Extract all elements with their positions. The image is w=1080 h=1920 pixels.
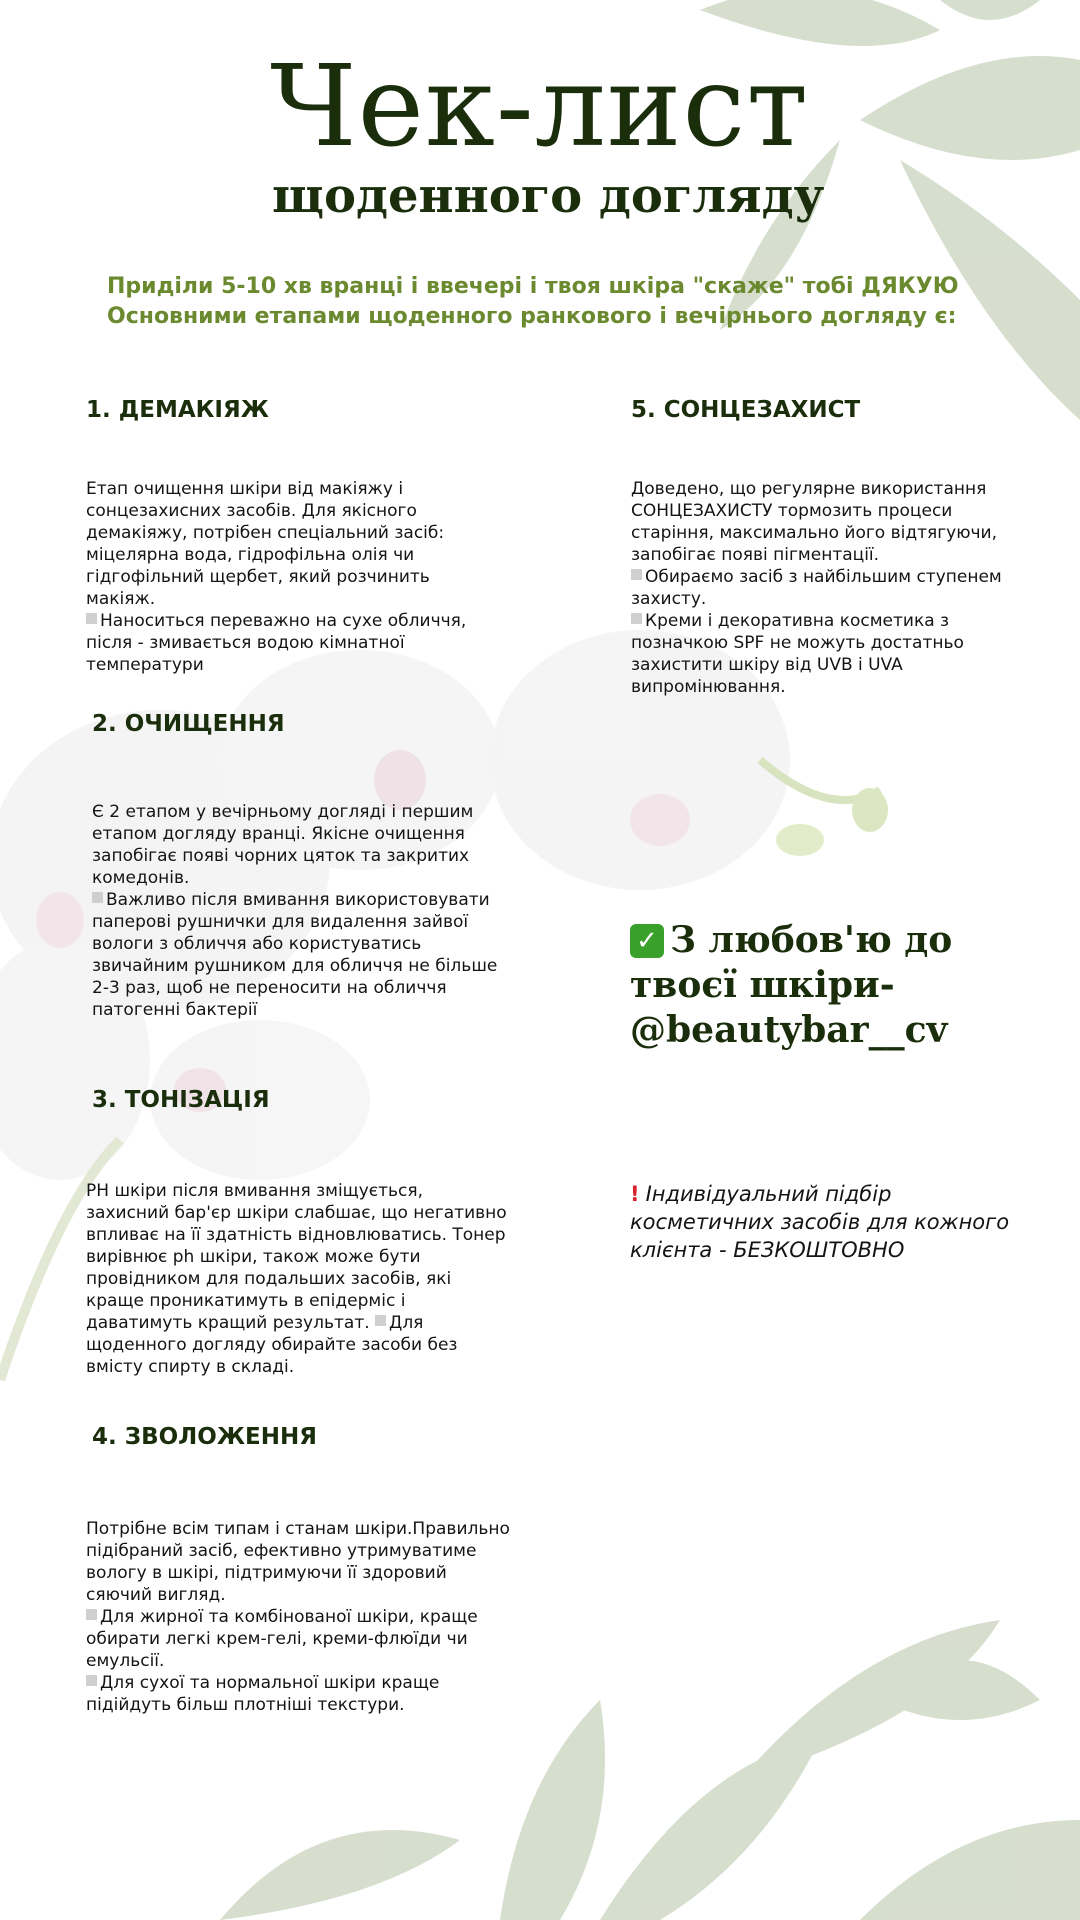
bullet-text: Для сухої та нормальної шкіри краще підійдуть більш плотніші текстури.: [86, 1673, 440, 1715]
section-body: Є 2 етапом у вечірньому догляді і першим етапом догляду вранці. Якісне очищення запобігає появі чорних цяток та закритих комедонів.: [92, 802, 474, 888]
bullet-square-icon: [631, 613, 642, 624]
section-text-demakiyazh: [86, 478, 504, 676]
page-title: Чек-лист: [270, 42, 810, 172]
exclamation-icon: !: [630, 1182, 640, 1206]
section-body: Етап очищення шкіри від макіяжу і сонцезахисних засобів. Для якісного демакіяжу, потрібен спеціальний засіб: міцелярна вода, гідрофільна олія чи гідгофільний щербет, який розчинить макіяж.: [86, 479, 445, 609]
promo-message: [630, 1180, 1030, 1264]
section-body: PH шкіри після вмивання зміщується, захисний бар'єр шкіри слабшає, що негативно впливає на її здатність відновлюватись. Тонер вирівнює ph шкіри, також може бути провідником для подальших засобів, які краще проникатимуть в епідерміс і даватимуть кращий результат.: [86, 1181, 507, 1333]
check-mark-button-icon: ✓: [630, 924, 664, 958]
promo-message-text: Індивідуальний підбір косметичних засобів для кожного клієнта - БЕЗКОШТОВНО: [630, 1182, 1010, 1262]
section-heading-tonizatsiia: 3. ТОНІЗАЦІЯ: [92, 1087, 270, 1113]
bullet-text: Для щоденного догляду обирайте засоби без вмісту спирту в складі.: [86, 1313, 458, 1377]
bullet-square-icon: [86, 1609, 97, 1620]
section-body: Потрібне всім типам і станам шкіри.Правильно підібраний засіб, ефективно утримуватиме вологу в шкірі, підтримуючи її здоровий сяючий вигляд.: [86, 1519, 510, 1605]
intro-text: [107, 272, 1007, 332]
bullet-text: Обираємо засіб з найбільшим ступенем захисту.: [631, 567, 1002, 609]
page-subtitle: щоденного догляду: [272, 168, 825, 224]
love-message: [630, 918, 1030, 1053]
section-heading-demakiyazh: 1. ДЕМАКІЯЖ: [86, 397, 269, 423]
bullet-text: Наноситься переважно на сухе обличчя, після - змивається водою кімнатної температури: [86, 611, 467, 675]
bullet-square-icon: [92, 892, 103, 903]
section-text-ochyshchennia: [92, 801, 504, 1021]
bullet-square-icon: [86, 613, 97, 624]
section-heading-sontsezakhyst: 5. СОНЦЕЗАХИСТ: [631, 397, 861, 423]
bullet-square-icon: [86, 1675, 97, 1686]
bullet-square-icon: [631, 569, 642, 580]
bullet-text: Важливо після вмивання використовувати паперові рушнички для видалення зайвої вологи з обличчя або користуватись звичайним рушником для обличчя не більше 2-3 раз, щоб не переносити на обличчя патогенні бактерії: [92, 890, 498, 1020]
section-text-tonizatsiia: [86, 1180, 510, 1378]
section-text-zvolozhennia: [86, 1518, 510, 1716]
section-body: Доведено, що регулярне використання СОНЦЕЗАХИСТУ тормозить процеси старіння, максимально його відтягуючи, запобігає появі пігментації.: [631, 479, 998, 565]
bullet-text: Креми і декоративна косметика з позначкою SPF не можуть достатньо захистити шкіру від UVB і UVA випромінювання.: [631, 611, 964, 697]
section-heading-zvolozhennia: 4. ЗВОЛОЖЕННЯ: [92, 1424, 317, 1450]
section-heading-ochyshchennia: 2. ОЧИЩЕННЯ: [92, 711, 285, 737]
intro-line-1: Приділи 5-10 хв вранці і ввечері і твоя шкіра "скаже" тобі ДЯКУЮ: [107, 274, 959, 299]
intro-line-2: Основними етапами щоденного ранкового і вечірнього догляду є:: [107, 304, 957, 329]
love-message-text: З любов'ю до твоєї шкіри- @beautybar__cv: [630, 919, 953, 1051]
bullet-text: Для жирної та комбінованої шкіри, краще обирати легкі крем-гелі, креми-флюїди чи емульсії.: [86, 1607, 478, 1671]
section-text-sontsezakhyst: [631, 478, 1013, 698]
bullet-square-icon: [375, 1315, 386, 1326]
